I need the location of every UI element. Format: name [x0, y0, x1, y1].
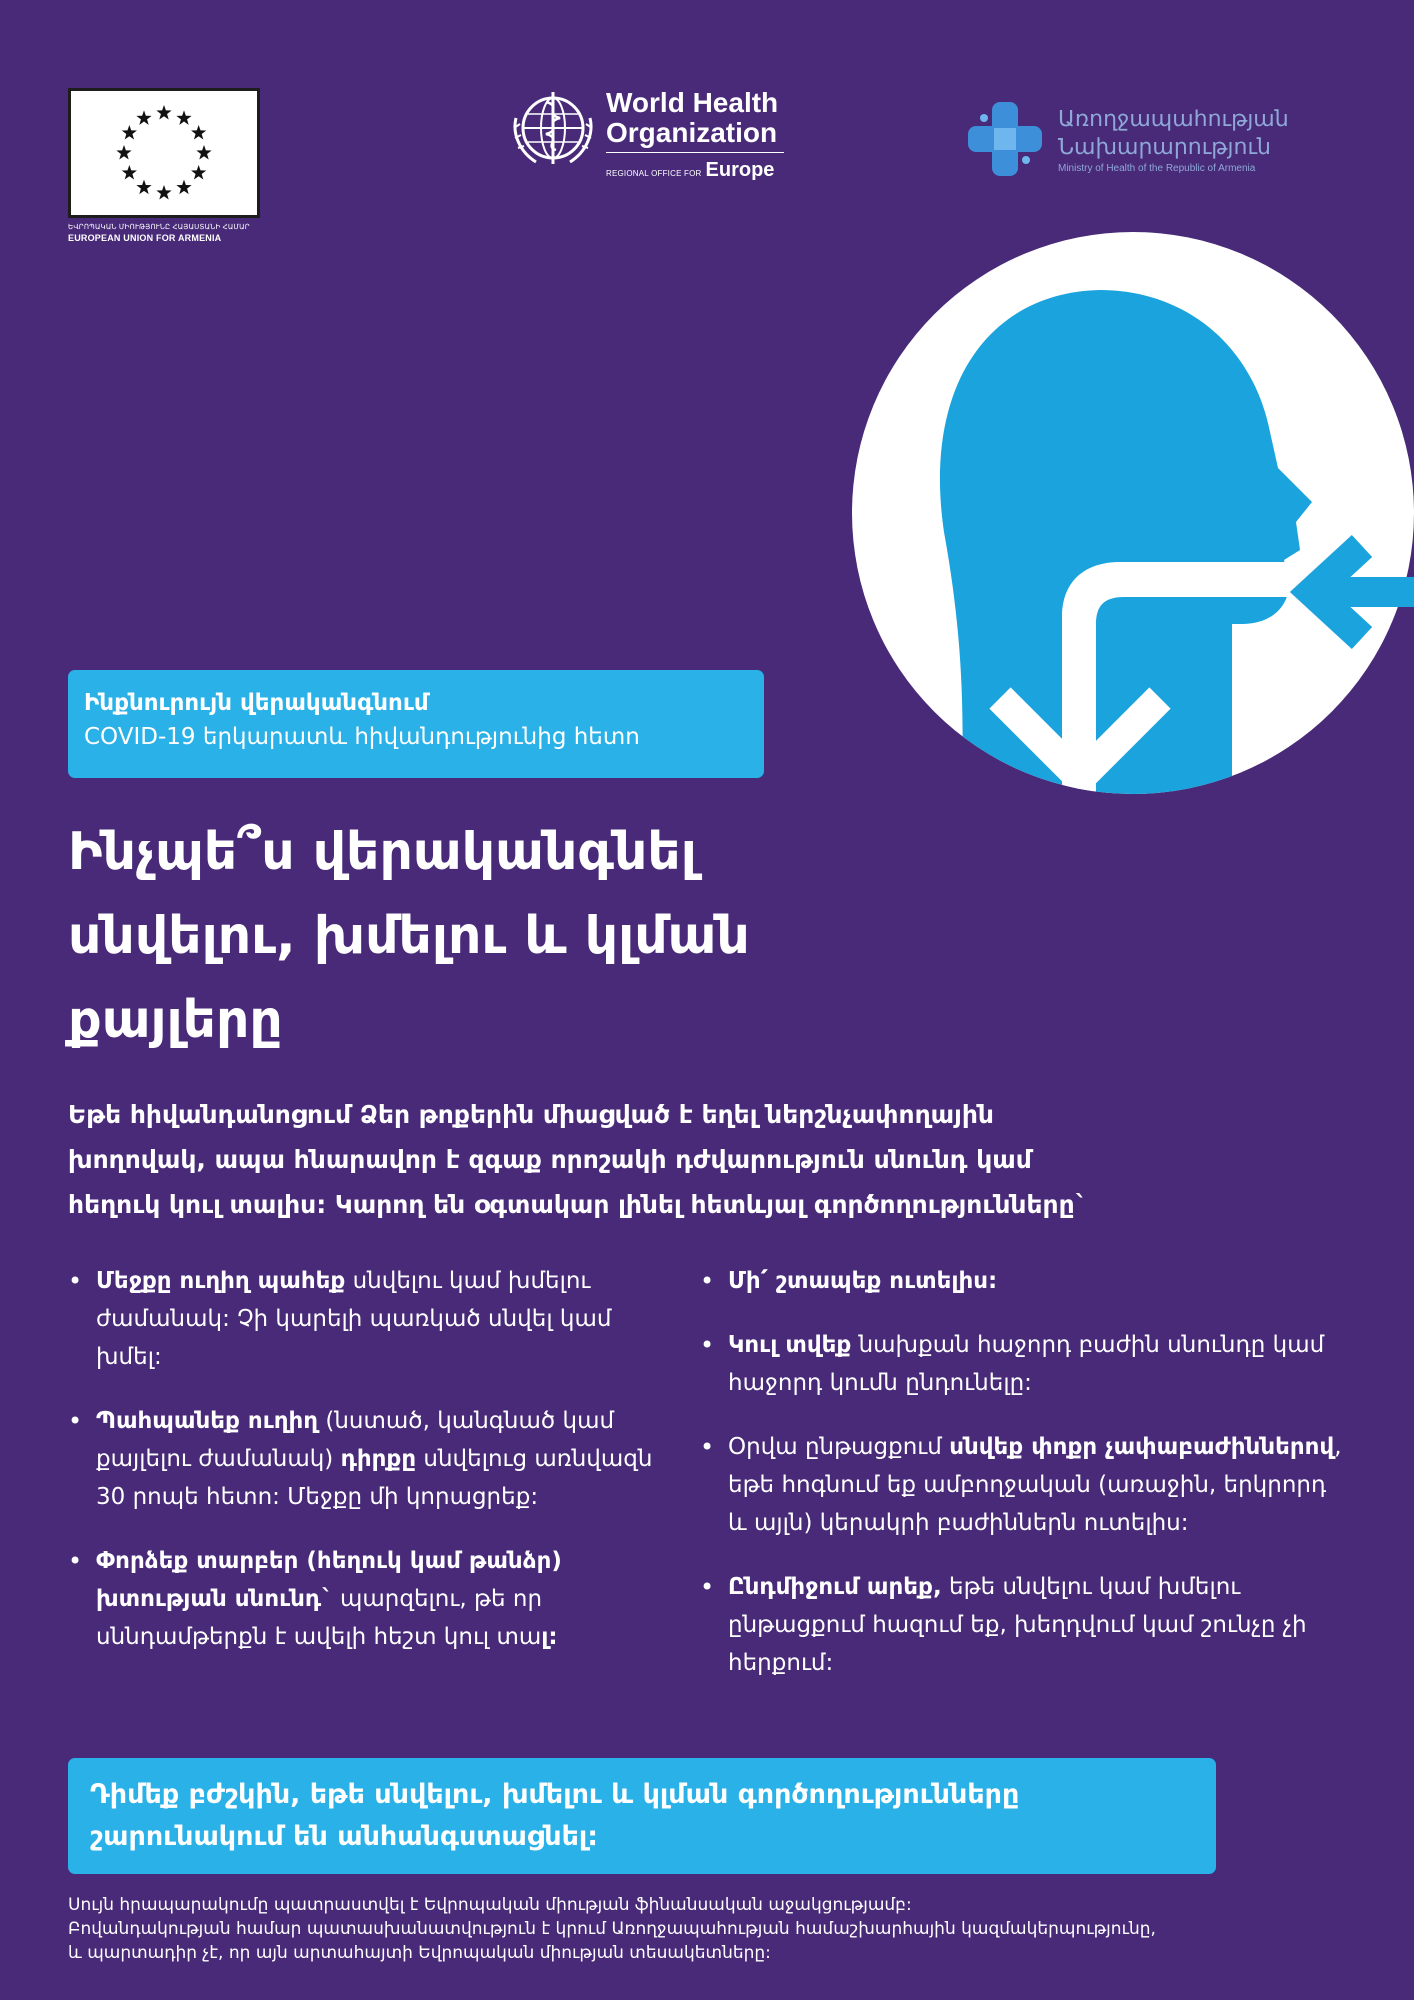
who-region-prefix: REGIONAL OFFICE FOR — [606, 169, 702, 178]
eu-star-icon — [122, 165, 137, 179]
tips-list-right — [700, 1262, 1350, 1708]
eu-star-icon — [191, 165, 206, 179]
subtitle-line1: Ինքնուրույն վերականգնում — [84, 690, 429, 716]
ministry-name-english: Ministry of Health of the Republic of Armenia — [1058, 162, 1256, 174]
disclaimer-footer — [68, 1893, 1368, 1965]
intro-line: խողովակ, ապա հնարավոր է զգաք որոշակի դժվարություն սնունդ կամ — [68, 1145, 1032, 1174]
eu-star-icon — [122, 125, 137, 139]
eu-star-icon — [136, 180, 151, 194]
eu-logo — [68, 88, 260, 244]
eu-caption-armenian: ԵՎՐՈՊԱԿԱՆ ՄԻՈՒԹՅՈՒՆԸ ՀԱՅԱՍՏԱՆԻ ՀԱՄԱՐ — [68, 224, 250, 231]
title-line: քայլերը — [68, 990, 283, 1050]
tip-bold: Պահպանեք ուղիղ — [96, 1408, 319, 1434]
footer-line: Սույն հրապարակումը պատրաստվել է Եվրոպական միության ֆինանսական աջակցությամբ: — [68, 1895, 912, 1915]
eu-caption-english: EUROPEAN UNION FOR ARMENIA — [68, 233, 222, 243]
subtitle-line2: COVID-19 երկարատև հիվանդությունից հետո — [84, 724, 640, 750]
eu-star-icon — [136, 110, 151, 124]
eu-caption — [68, 222, 260, 244]
tip-bold: սնվեք փոքր չափաբաժիններով — [949, 1434, 1335, 1460]
title-line: սնվելու, խմելու և կլման — [68, 906, 750, 966]
who-logo — [506, 88, 784, 185]
ministry-name-line2: Նախարարություն — [1058, 133, 1271, 159]
eu-star-icon — [196, 145, 211, 159]
title-line: Ինչպե՞ս վերականգնել — [68, 822, 697, 882]
who-emblem-icon — [506, 88, 600, 172]
tip-text: նախքան հաջորդ բաժին սնունդը կամ հաջորդ կումն ընդունելը: — [728, 1332, 1325, 1396]
eu-flag-icon — [68, 88, 260, 218]
tip-bold: Մեջքը ուղիղ պահեք — [96, 1268, 346, 1294]
list-item — [700, 1428, 1350, 1542]
footer-line: Բովանդակության համար պատասխանատվություն է կրում Առողջապահության համաշխարհային կազմակերպությունը, — [68, 1919, 1156, 1939]
ministry-name-line1: Առողջապահության — [1058, 105, 1289, 131]
tip-bold: Փորձեք տարբեր (հեղուկ կամ թանձր) խտության սնունդ` — [96, 1548, 562, 1612]
doctor-callout — [68, 1758, 1216, 1874]
tip-bold: Կուլ տվեք — [728, 1332, 852, 1358]
ministry-cross-icon — [964, 98, 1046, 180]
tip-bold: դիրքը — [340, 1446, 417, 1472]
list-item — [700, 1568, 1350, 1682]
tip-bold: Ընդմիջում արեք, — [728, 1574, 942, 1600]
eu-star-icon — [116, 145, 131, 159]
head-swallow-arrows-icon — [852, 232, 1414, 794]
intro-line: հեղուկ կուլ տալիս: Կարող են օգտակար լինել հետևյալ գործողությունները` — [68, 1190, 1088, 1219]
eu-star-icon — [156, 105, 171, 119]
ministry-logo — [964, 98, 1289, 180]
page-title — [68, 810, 928, 1062]
tip-bold: Մի՛ շտապեք ուտելիս: — [728, 1268, 998, 1294]
tip-text: սնվելու կամ խմելու ժամանակ: Չի կարելի պառկած սնվել կամ խմել: — [96, 1268, 612, 1370]
eu-star-icon — [176, 110, 191, 124]
tip-text: պարզելու, թե որ սննդամթերքն է ավելի հեշտ կուլ տա — [96, 1586, 543, 1650]
list-item — [68, 1542, 668, 1656]
list-item — [700, 1326, 1350, 1402]
who-divider — [606, 152, 784, 153]
tip-text: եթե սնվելու կամ խմելու ընթացքում հազում եք, խեղդվում կամ շունչը չի հերքում: — [728, 1574, 1307, 1676]
eu-star-icon — [156, 185, 171, 199]
list-item — [68, 1402, 668, 1516]
who-name-line2: Organization — [606, 117, 778, 148]
list-item — [68, 1262, 668, 1376]
list-item — [700, 1262, 1350, 1300]
tip-text: (նստած, կանգնած կամ քայլելու ժամանակ) — [96, 1408, 615, 1472]
swallow-illustration — [852, 232, 1414, 798]
intro-line: Եթե հիվանդանոցում Ձեր թոքերին միացված է եղել ներշնչափողային — [68, 1100, 994, 1129]
tip-text: , եթե հոգնում եք ամբողջական (առաջին, երկրորդ և այլն) կերակրի բաժիններն ուտելիս: — [728, 1434, 1342, 1536]
who-region-name: Europe — [705, 159, 775, 181]
tip-text: սնվելուց առնվազն 30 րոպե հետո: Մեջքը մի կորացրեք: — [96, 1446, 653, 1510]
footer-line: և պարտադիր չէ, որ այն արտահայտի Եվրոպական միության տեսակետները: — [68, 1943, 771, 1963]
intro-paragraph — [68, 1092, 1318, 1227]
tip-bold: լ: — [541, 1624, 558, 1650]
who-region — [606, 159, 784, 185]
subtitle-banner — [68, 670, 764, 778]
who-name-line1: World Health — [606, 87, 779, 118]
eu-star-icon — [191, 125, 206, 139]
tip-text: Օրվա ընթացքում — [728, 1434, 950, 1460]
eu-star-icon — [176, 180, 191, 194]
tips-list-left — [68, 1262, 668, 1682]
callout-line: շարունակում են անհանգստացնել: — [90, 1821, 599, 1852]
callout-line: Դիմեք բժշկին, եթե սնվելու, խմելու և կլման գործողությունները — [90, 1779, 1020, 1810]
